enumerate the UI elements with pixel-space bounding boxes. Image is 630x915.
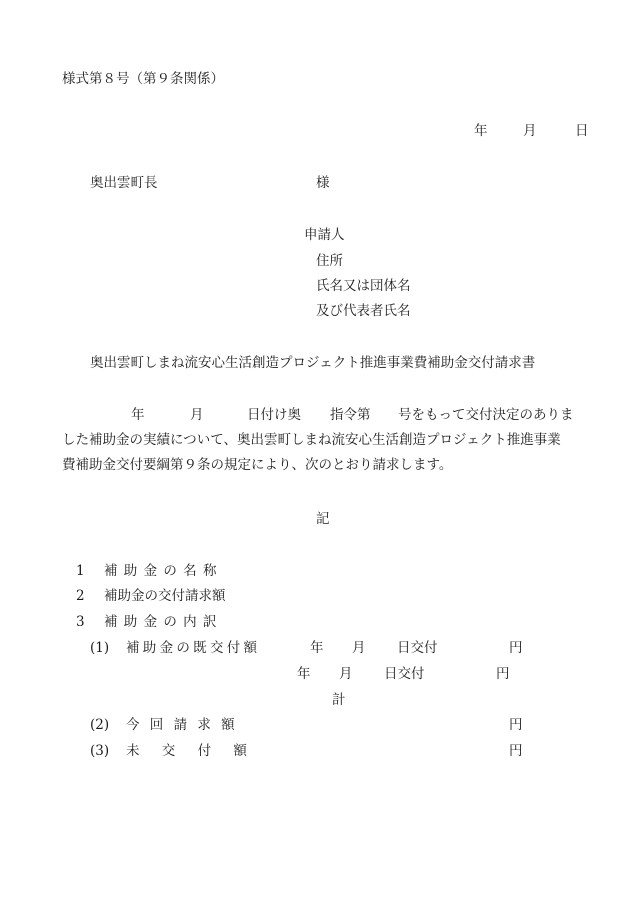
body-line1-rest: 号をもって交付決定のありま: [398, 407, 574, 423]
sub1-row1-month: 月: [352, 640, 366, 656]
body-directive: 指令第: [330, 407, 371, 423]
sub1-row2-yen: 円: [496, 666, 510, 682]
item3-label: 補 助 金 の 内 訳: [104, 614, 217, 630]
applicant-representative-label: 及び代表者氏名: [316, 303, 411, 319]
sub1-row2-month: 月: [339, 666, 353, 682]
sub1-number: (1): [90, 640, 110, 656]
item2-label: 補助金の交付請求額: [104, 588, 226, 604]
item2-number: 2: [76, 588, 85, 604]
addressee-name: 奥出雲町長: [90, 175, 158, 191]
sub1-total-label: 計: [332, 692, 346, 708]
sub1-row1-year: 年: [310, 640, 324, 656]
body-ref-month: 月: [190, 407, 204, 423]
form-number: 様式第８号（第９条関係）: [62, 71, 224, 87]
ki-heading: 記: [316, 511, 330, 527]
sub1-row1-yen: 円: [509, 640, 523, 656]
date-day-label: 日: [575, 123, 589, 139]
sub3-label: 未 交 付 額: [126, 743, 247, 759]
addressee-honorific: 様: [316, 175, 330, 191]
applicant-label: 申請人: [304, 227, 345, 243]
date-month-label: 月: [523, 123, 537, 139]
sub3-number: (3): [90, 743, 110, 759]
sub2-yen: 円: [509, 717, 523, 733]
sub2-number: (2): [90, 717, 110, 733]
body-ref-day: 日付け奥: [247, 407, 301, 423]
sub1-row2-year: 年: [297, 666, 311, 682]
item1-label: 補 助 金 の 名 称: [104, 563, 217, 579]
body-line2: した補助金の実績について、奥出雲町しまね流安心生活創造プロジェクト推進事業: [62, 432, 561, 448]
sub1-row1-day: 日交付: [397, 640, 438, 656]
date-year-label: 年: [474, 123, 488, 139]
applicant-address-label: 住所: [316, 253, 343, 269]
document-title: 奥出雲町しまね流安心生活創造プロジェクト推進事業費補助金交付請求書: [90, 355, 536, 371]
sub1-row2-day: 日交付: [384, 666, 425, 682]
body-line3: 費補助金交付要綱第９条の規定により、次のとおり請求します。: [62, 457, 453, 473]
item1-number: 1: [76, 563, 85, 579]
sub1-label: 補 助 金 の 既 交 付 額: [126, 640, 258, 656]
sub3-yen: 円: [509, 743, 523, 759]
sub2-label: 今 回 請 求 額: [126, 717, 235, 733]
body-ref-year: 年: [131, 407, 145, 423]
applicant-name-label: 氏名又は団体名: [316, 278, 411, 294]
item3-number: 3: [76, 614, 85, 630]
